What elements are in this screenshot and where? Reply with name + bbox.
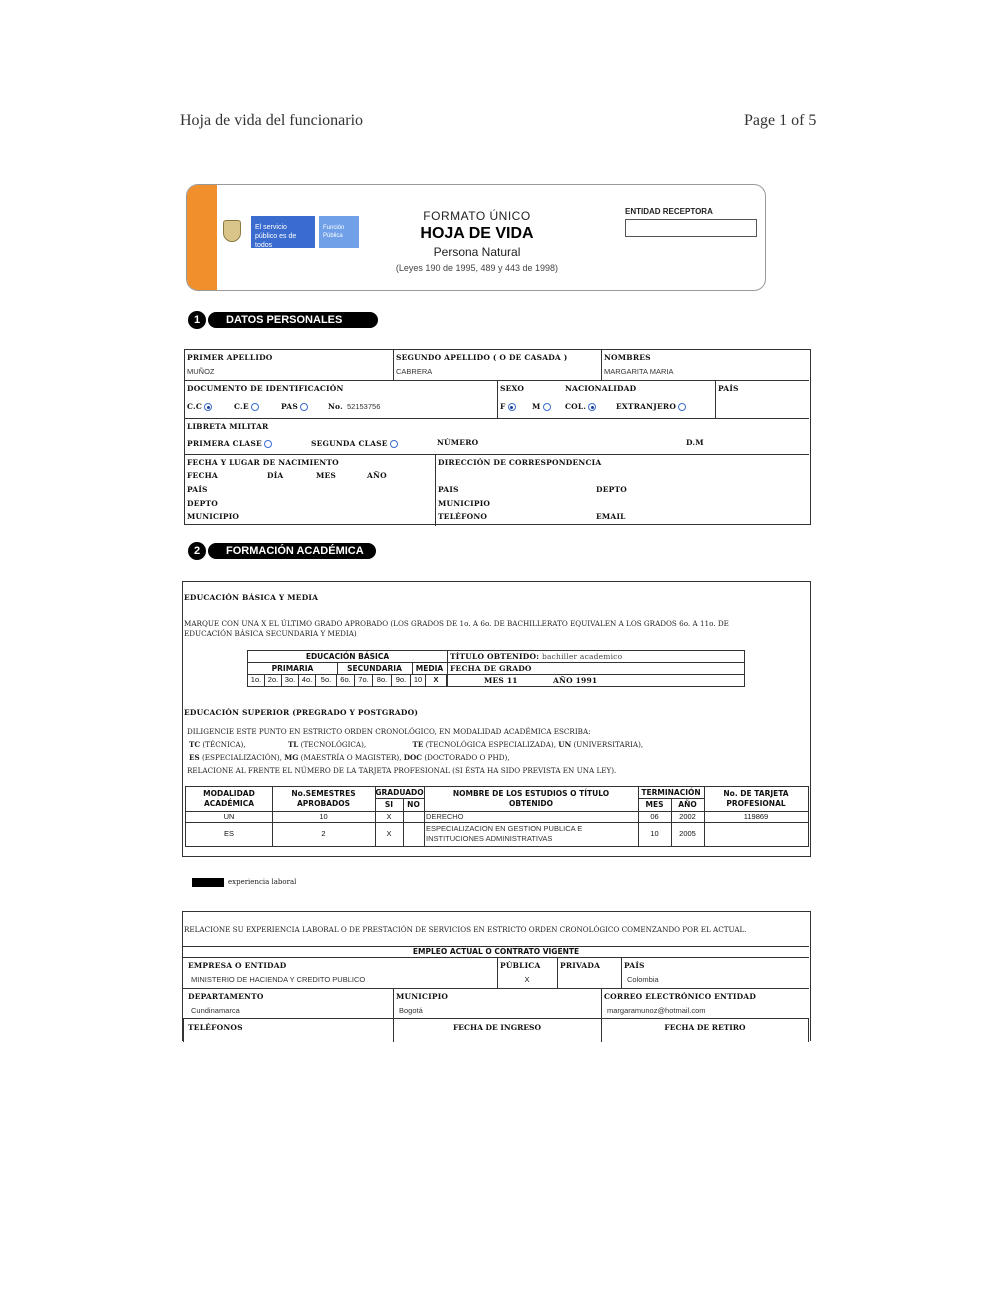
military-district-label: D.M [686,438,704,447]
th-modality: MODALIDAD ACADÉMICA [203,789,255,808]
logo-text-service: El servicio público es de todos [251,216,315,248]
birth-date-label: FECHA [187,471,218,480]
basic-edu-instruction-1: MARQUE CON UNA X EL ÚLTIMO GRADO APROBADO (LOS GRADOS DE 1o. A 6o. DE BACHILLERATO EQUIVALEN A LOS GRADOS 6o. A 11o. DE [184,619,729,628]
job-dept-label: DEPARTAMENTO [188,992,264,1001]
company-email-label: CORREO ELECTRÓNICO ENTIDAD [604,992,757,1001]
sex-f-radio[interactable] [508,403,516,411]
public-value[interactable]: X [524,975,530,984]
row2-month[interactable]: 10 [650,829,659,838]
row1-yes[interactable]: X [386,812,392,821]
higher-edu-line-3: ES (ESPECIALIZACIÓN), MG (MAESTRÍA O MAGISTER), DOC (DOCTORADO O PHD), [189,753,510,762]
th-completion: TERMINACIÓN [641,788,701,797]
id-doc-label: DOCUMENTO DE IDENTIFICACIÓN [187,384,344,393]
basic-edu-title: EDUCACIÓN BÁSICA Y MEDIA [184,593,319,602]
section-2-header [188,542,378,560]
first-class-option[interactable] [187,439,272,448]
grade-cell[interactable]: 10 [411,675,426,686]
cc-label: C.C [187,402,203,411]
ce-option[interactable] [234,402,259,411]
birth-municipality-label: MUNICIPIO [187,512,240,521]
grade-cell[interactable]: 6o. [337,675,355,686]
row1-name[interactable]: DERECHO [426,812,464,821]
title-obtained-value[interactable]: bachiller academico [541,652,623,661]
row1-card[interactable]: 119869 [743,812,769,821]
job-municipality-label: MUNICIPIO [396,992,449,1001]
section-number: 1 [188,311,206,329]
grade-cell[interactable]: 3o. [282,675,299,686]
second-surname-value[interactable]: CABRERA [396,367,433,376]
grade-cell[interactable]: 9o. [392,675,411,686]
section-1-header [188,311,378,329]
higher-edu-table [185,786,809,847]
private-label: PRIVADA [560,961,601,970]
grade-cell[interactable]: 2o. [265,675,282,686]
birth-dept-label: DEPTO [187,499,218,508]
foreign-option[interactable] [616,402,686,411]
first-surname-label: PRIMER APELLIDO [187,353,273,362]
th-yes: SI [384,800,394,809]
second-class-radio[interactable] [390,440,398,448]
phone-label: TELÉFONO [438,512,488,521]
doc-no-label: No. [328,402,343,411]
day-label: DÍA [267,471,284,480]
address-label: DIRECCIÓN DE CORRESPONDENCIA [438,458,602,467]
th-semesters: No.SEMESTRES APROBADOS [291,789,356,808]
current-job-head: EMPLEO ACTUAL O CONTRATO VIGENTE [412,947,580,956]
sex-m-option[interactable] [532,402,551,411]
work-instruction: RELACIONE SU EXPERIENCIA LABORAL O DE PRESTACIÓN DE SERVICIOS EN ESTRICTO ORDEN CRONOLÓGICO COMENZANDO POR EL ACTUAL. [184,925,747,934]
th-month: MES [645,800,664,809]
form-laws: (Leyes 190 de 1995, 489 y 443 de 1998) [395,263,559,273]
form-type: FORMATO ÚNICO [423,209,531,223]
media-head: MEDIA [415,664,444,673]
foreign-label: EXTRANJERO [616,402,677,411]
names-label: NOMBRES [604,353,651,362]
birth-country-label: PAÍS [187,485,208,494]
job-dept-value[interactable]: Cundinamarca [191,1006,240,1015]
email-label: EMAIL [596,512,626,521]
grades-row [248,674,447,686]
sex-m-radio[interactable] [543,403,551,411]
sex-label: SEXO [500,384,525,393]
page-title: Hoja de vida del funcionario [180,112,364,129]
sex-m-label: M [532,402,541,411]
logo-text-function: Función Pública [319,216,359,248]
col-option[interactable] [565,402,596,411]
personal-data-box [184,349,811,525]
grad-year[interactable]: AÑO 1991 [553,676,598,685]
pas-option[interactable] [281,402,308,411]
grad-date-label: FECHA DE GRADO [450,664,532,673]
second-surname-label: SEGUNDO APELLIDO ( O DE CASADA ) [396,353,568,362]
th-study-name: NOMBRE DE LOS ESTUDIOS O TÍTULO OBTENIDO [452,789,610,808]
row2-year[interactable]: 2005 [679,829,696,838]
page-number: Page 1 of 5 [744,112,817,129]
row2-name[interactable]: ESPECIALIZACION EN GESTION PUBLICA E INSTITUCIONES ADMINISTRATIVAS [426,824,583,843]
title-obtained-label: TÍTULO OBTENIDO: bachiller academico [450,652,623,661]
address-municipality-label: MUNICIPIO [438,499,491,508]
sex-f-option[interactable] [500,402,516,411]
th-year: AÑO [678,800,697,809]
row1-semesters[interactable]: 10 [319,812,328,821]
row2-semesters[interactable]: 2 [321,829,326,838]
row1-year[interactable]: 2002 [679,812,696,821]
section-title: FORMACIÓN ACADÉMICA [208,543,376,559]
higher-edu-title: EDUCACIÓN SUPERIOR (PREGRADO Y POSTGRADO) [184,708,419,717]
foreign-radio[interactable] [678,403,686,411]
grade-cell[interactable]: X [426,675,447,686]
end-date-label: FECHA DE RETIRO [664,1023,746,1032]
start-date-label: FECHA DE INGRESO [452,1023,542,1032]
section-number: 2 [188,542,206,560]
ce-radio[interactable] [251,403,259,411]
col-label: COL. [565,402,587,411]
country-label: PAÍS [718,384,739,393]
secondary-head: SECUNDARIA [347,664,402,673]
grad-month[interactable]: MES 11 [484,676,518,685]
row2-yes[interactable]: X [386,829,392,838]
higher-edu-line-2: TC (TÉCNICA), TL (TECNOLÓGICA), TE (TECNOLÓGICA ESPECIALIZADA), UN (UNIVERSITARIA), [189,740,644,749]
row1-modality[interactable]: UN [223,812,235,821]
company-email-value[interactable]: margaramunoz@hotmail.com [607,1006,706,1015]
address-country-label: PAIS [438,485,459,494]
month-label: MES [316,471,337,480]
nationality-label: NACIONALIDAD [565,384,637,393]
work-experience-box [182,911,811,1041]
public-label: PÚBLICA [500,961,541,970]
grade-cell[interactable]: 5o. [316,675,337,686]
first-class-label: PRIMERA CLASE [187,439,262,448]
pas-radio[interactable] [300,403,308,411]
cc-option[interactable] [187,402,212,411]
orange-stripe [187,185,217,290]
form-title: HOJA DE VIDA [420,225,534,242]
sex-f-label: F [500,402,506,411]
company-country-label: PAÍS [624,961,645,970]
job-municipality-value[interactable]: Bogotá [399,1006,423,1015]
basic-edu-table [247,650,745,687]
birth-label: FECHA Y LUGAR DE NACIMIENTO [187,458,339,467]
primary-head: PRIMARIA [271,664,314,673]
section-3-badge [192,878,224,887]
academic-box [182,581,811,857]
company-value[interactable]: MINISTERIO DE HACIENDA Y CREDITO PUBLICO [191,975,366,984]
coat-of-arms-icon [223,220,241,242]
entity-label: ENTIDAD RECEPTORA [625,207,713,216]
company-label: EMPRESA O ENTIDAD [188,961,287,970]
col-radio[interactable] [588,403,596,411]
pas-label: PAS [281,402,298,411]
th-graduated: GRADUADO [375,788,424,797]
th-professional-card: No. DE TARJETA PROFESIONAL [723,789,789,808]
doc-no-value[interactable]: 52153756 [347,402,381,411]
higher-edu-line-1: DILIGENCIE ESTE PUNTO EN ESTRICTO ORDEN CRONOLÓGICO, EN MODALIDAD ACADÉMICA ESCRIBA: [187,727,591,736]
first-surname-value[interactable]: MUÑOZ [187,367,215,376]
cc-radio[interactable] [204,403,212,411]
entity-input[interactable] [625,219,757,237]
company-country-value[interactable]: Colombia [627,975,659,984]
grade-cell[interactable]: 8o. [373,675,392,686]
second-class-label: SEGUNDA CLASE [311,439,388,448]
higher-edu-line-4: RELACIONE AL FRENTE EL NÚMERO DE LA TARJETA PROFESIONAL (SI ÉSTA HA SIDO PREVISTA EN UNA LEY). [187,766,617,775]
form-subtitle: Persona Natural [433,245,521,259]
military-number-label: NÚMERO [437,438,479,447]
phones-label: TELÉFONOS [188,1023,243,1032]
names-value[interactable]: MARGARITA MARIA [604,367,674,376]
basic-edu-head: EDUCACIÓN BÁSICA [305,652,390,661]
second-class-option[interactable] [311,439,398,448]
form-title-block [377,209,577,273]
ce-label: C.E [234,402,249,411]
year-label: AÑO [367,471,387,480]
grade-cell[interactable]: 7o. [355,675,373,686]
military-card-label: LIBRETA MILITAR [187,422,269,431]
section-title: DATOS PERSONALES [208,312,378,328]
form-header-card [186,184,766,291]
grade-cell[interactable]: 1o. [248,675,265,686]
grade-cell[interactable]: 4o. [299,675,316,686]
row1-month[interactable]: 06 [650,812,659,821]
address-dept-label: DEPTO [596,485,627,494]
row2-modality[interactable]: ES [223,829,234,838]
th-no: NO [407,800,420,809]
first-class-radio[interactable] [264,440,272,448]
basic-edu-instruction-2: EDUCACIÓN BÁSICA SECUNDARIA Y MEDIA) [184,629,357,638]
section-3-title: experiencia laboral [228,878,297,886]
